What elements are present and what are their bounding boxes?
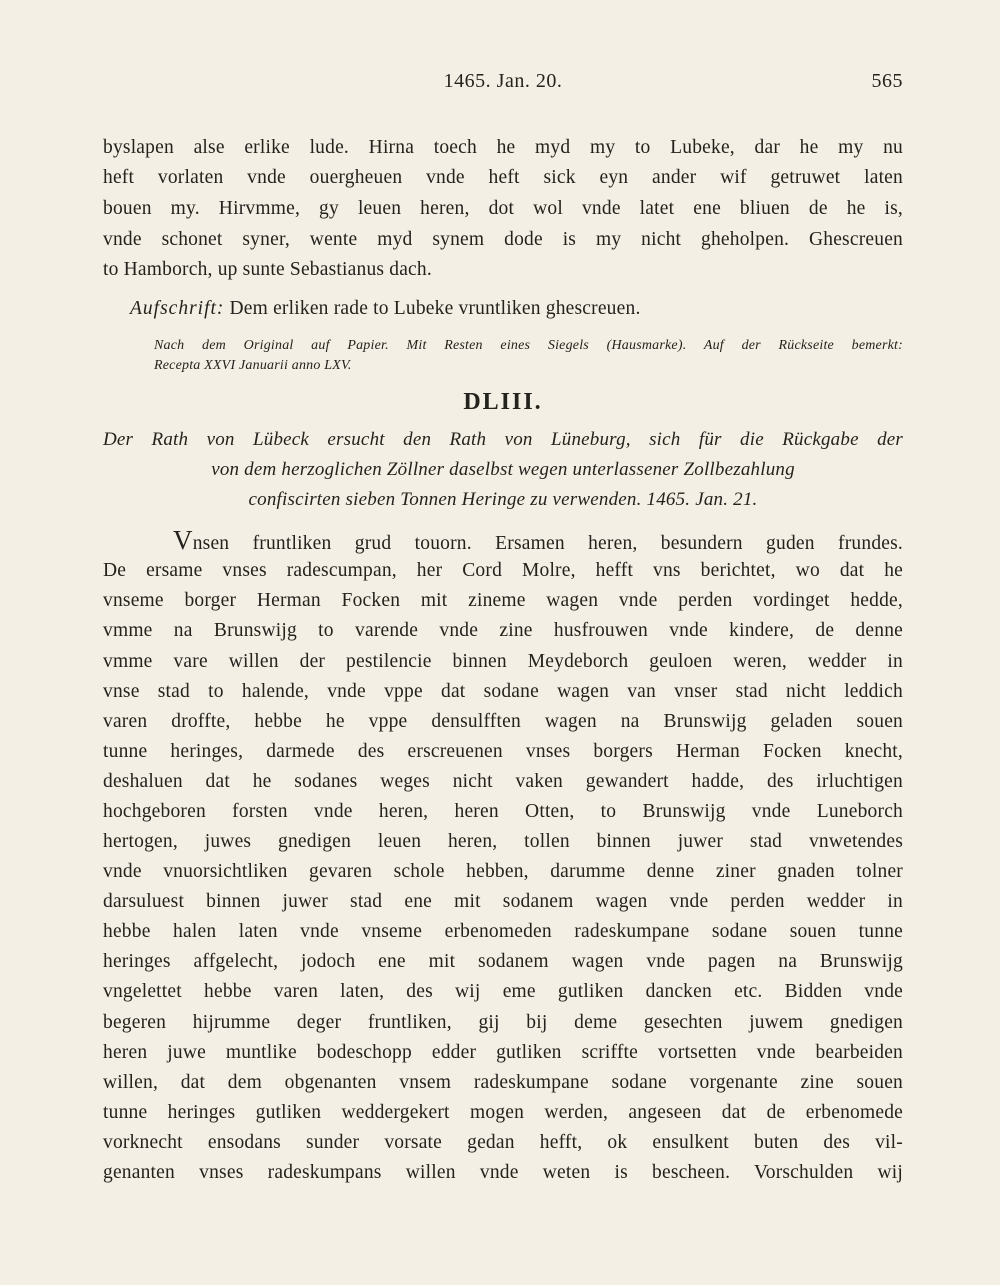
text-line: vnde schonet syner, wente myd synem dode is my nicht gheholpen. Ghescreuen [103, 229, 903, 250]
regest-line: Der Rath von Lübeck ersucht den Rath von Lüneburg, sich für die Rückgabe der [103, 429, 903, 450]
text-line: deshaluen dat he sodanes weges nicht vaken gewandert hadde, des irluchtigen [103, 771, 903, 792]
initial-letter: V [173, 525, 193, 555]
text-line: heringes affgelecht, jodoch ene mit sodanem wagen vnde pagen na Brunswijg [103, 951, 903, 972]
text-line: vnseme borger Herman Focken mit zineme wagen vnde perden vordinget hedde, [103, 590, 903, 611]
text-line: hertogen, juwes gnedigen leuen heren, tollen binnen juwer stad vnwetendes [103, 831, 903, 852]
text-line: vmme na Brunswijg to varende vnde zine husfrouwen vnde kindere, de denne [103, 620, 903, 641]
text-line: vorknecht ensodans sunder vorsate gedan hefft, ok ensulkent buten des vil- [103, 1132, 903, 1153]
text-line: darsuluest binnen juwer stad ene mit sodanem wagen vnde perden wedder in [103, 891, 903, 912]
text-line: heren juwe muntlike bodeschopp edder gutliken scriffte vortsetten vnde bearbeiden [103, 1042, 903, 1063]
text-line: willen, dat dem obgenanten vnsem radeskumpane sodane vorgenante zine souen [103, 1072, 903, 1093]
text-line: vmme vare willen der pestilencie binnen Meydeborch geuloen weren, wedder in [103, 651, 903, 672]
running-title: 1465. Jan. 20. [443, 70, 563, 92]
regest-line: von dem herzoglichen Zöllner daselbst wegen unterlassener Zollbezahlung [211, 459, 795, 480]
text-line: genanten vnses radeskumpans willen vnde weten is bescheen. Vorschulden wij [103, 1162, 903, 1183]
text-line: hochgeboren forsten vnde heren, heren Otten, to Brunswijg vnde Luneborch [103, 801, 903, 822]
text-line: tunne heringes gutliken weddergekert mogen werden, angeseen dat de erbenomede [103, 1102, 903, 1123]
page-number: 565 [871, 70, 903, 92]
editorial-note: Recepta XXVI Januarii anno LXV. [154, 358, 352, 373]
text-line: to Hamborch, up sunte Sebastianus dach. [103, 259, 432, 280]
text-line: vnse stad to halende, vnde vppe dat sodane wagen van vnser stad nicht leddich [103, 681, 903, 702]
text-line: varen droffte, hebbe he vppe densulfften wagen na Brunswijg geladen souen [103, 711, 903, 732]
document-number: DLIII. [463, 389, 543, 415]
text-line: vnde vnuorsichtliken gevaren schole hebben, darumme denne ziner gnaden tolner [103, 861, 903, 882]
address-label: Aufschrift: [130, 298, 225, 319]
text-line: De ersame vnses radescumpan, her Cord Molre, hefft vns berichtet, wo dat he [103, 560, 903, 581]
editorial-note: Nach dem Original auf Papier. Mit Resten eines Siegels (Hausmarke). Auf der Rückseite bemerkt: [154, 338, 903, 353]
text-line: tunne heringes, darmede des erscreuenen vnses borgers Herman Focken knecht, [103, 741, 903, 762]
regest-line: confiscirten sieben Tonnen Heringe zu verwenden. 1465. Jan. 21. [248, 489, 758, 510]
address-text: Dem erliken rade to Lubeke vruntliken ghescreuen. [229, 298, 641, 319]
text-line: hebbe halen laten vnde vnseme erbenomeden radeskumpane sodane souen tunne [103, 921, 903, 942]
text-line: vngelettet hebbe varen laten, des wij eme gutliken dancken etc. Bidden vnde [103, 981, 903, 1002]
text-line: Vnsen fruntliken grud touorn. Ersamen heren, besundern guden frundes. [173, 525, 903, 555]
text-line: byslapen alse erlike lude. Hirna toech he myd my to Lubeke, dar he my nu [103, 137, 903, 158]
text-line: bouen my. Hirvmme, gy leuen heren, dot wol vnde latet ene bliuen de he is, [103, 198, 903, 219]
text-line: begeren hijrumme deger fruntliken, gij bij deme gesechten juwem gnedigen [103, 1012, 903, 1033]
text-line: heft vorlaten vnde ouergheuen vnde heft sick eyn ander wif getruwet laten [103, 167, 903, 188]
address-line [130, 297, 830, 321]
